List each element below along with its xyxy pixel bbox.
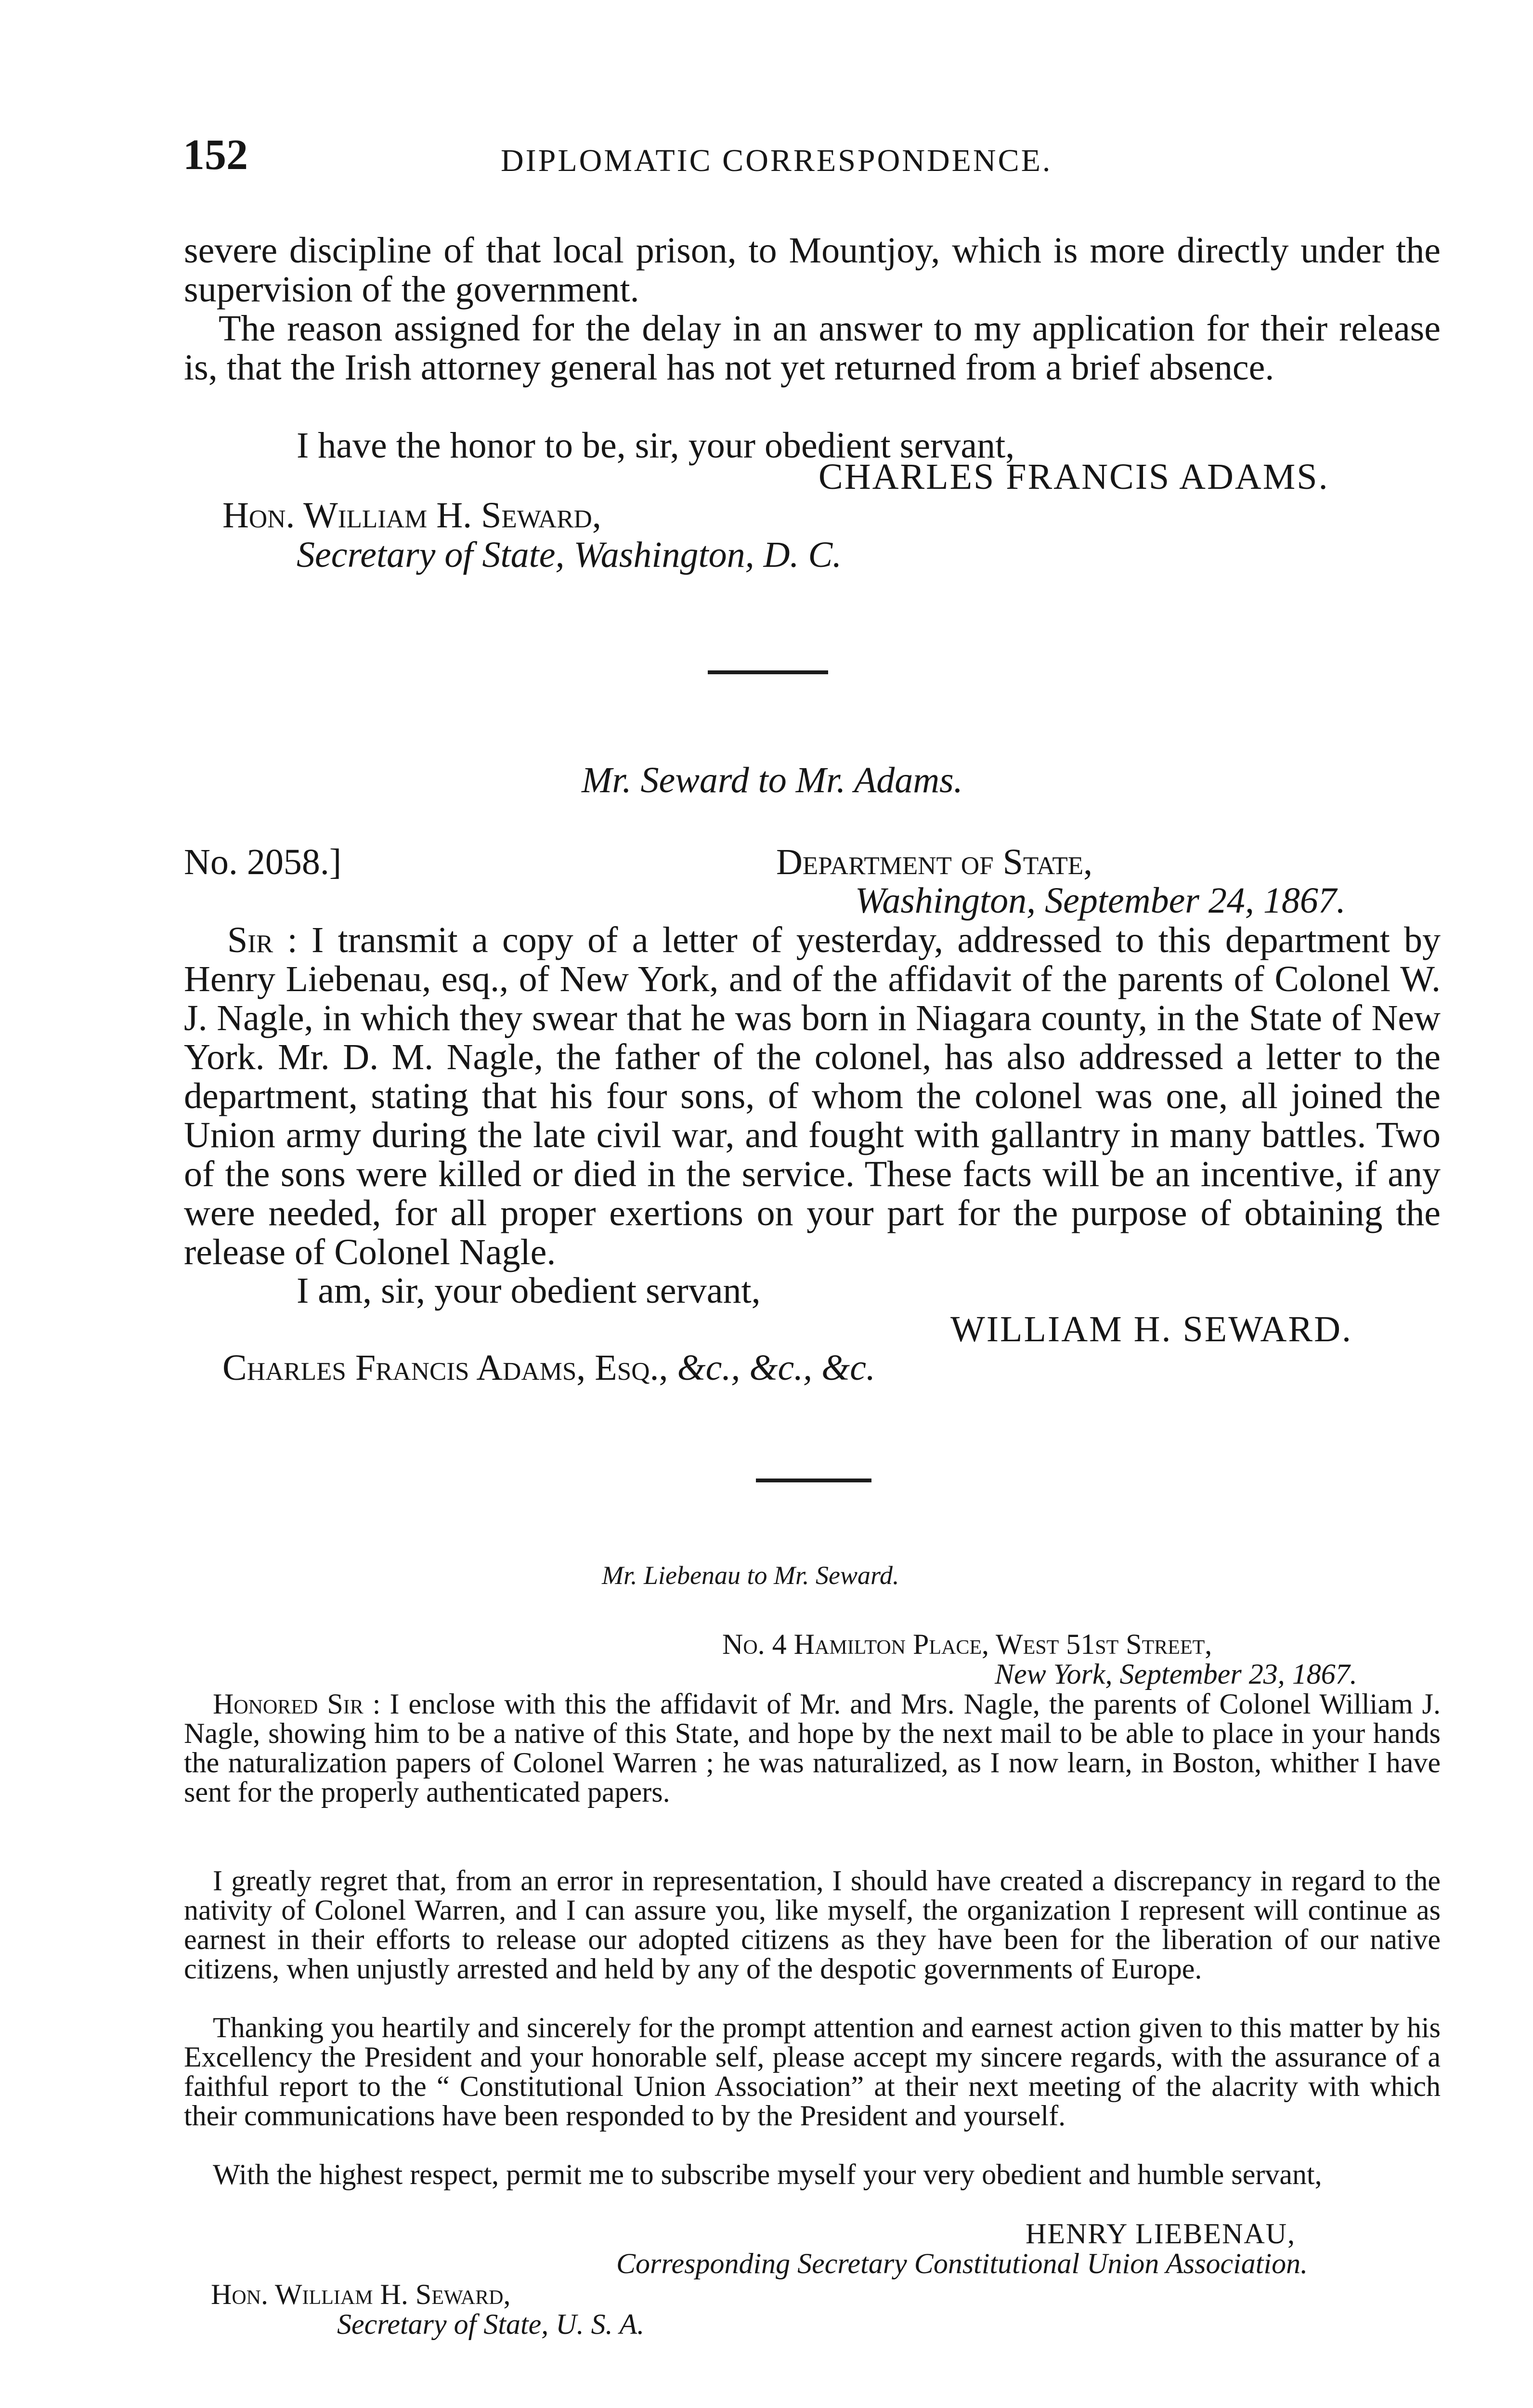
letter3-paragraph-3: Thanking you heartily and sincerely for the prompt attention and earnest action given to this matter by his Excellency the President and your honorable self, please accept my sincere regards, with the assurance of a faithful report to the “ Constitutional Union Association” at their next meeting of the alacrity with which their communications have been responded to by the President and yourself. [184,2012,1441,2132]
letter3-salutation: Honored Sir : [213,1688,381,1720]
letter2-number: No. 2058.] [184,842,342,882]
running-title: DIPLOMATIC CORRESPONDENCE. [501,143,1052,178]
letter3-address: No. 4 Hamilton Place, West 51st Street, [722,1628,1212,1660]
letter2-addressee-etc: &c., &c., &c. [677,1348,876,1388]
letter1-addressee-name: Hon. William H. Seward, [222,495,601,536]
letter2-heading: Mr. Seward to Mr. Adams. [582,760,963,800]
letter3-paragraph-1 [184,1689,1441,1807]
letter3-paragraph-2: I greatly regret that, from an error in representation, I should have created a discrepancy in regard to the nativity of Colonel Warren, and I can assure you, like myself, the organization I represent will continue as earnest in their efforts to release our adopted citizens as they have been for the liberation of our native citizens, when unjustly arrested and held by any of the despotic governments of Europe. [184,1865,1441,1985]
letter3-paragraph-1-text: I enclose with this the affidavit of Mr. and Mrs. Nagle, the parents of Colonel William J. Nagle, showing him to be a native of this State, and hope by the next mail to be able to place in your hands the naturalization papers of Colonel Warren ; he was naturalized, as I now learn, in Boston, whither I have sent for the properly authenticated papers. [184,1688,1441,1808]
letter3-place-date: New York, September 23, 1867. [995,1658,1357,1690]
letter3-addressee-name: Hon. William H. Seward, [211,2278,511,2310]
letter2-body-text: I transmit a copy of a letter of yesterday, addressed to this department by Henry Liebenau, esq., of New York, and of the affidavit of the parents of Colonel W. J. Nagle, in which they swear that he was born in Niagara county, in the State of New York. Mr. D. M. Nagle, the father of the colonel, has also addressed a letter to the department, stating that his four sons, of whom the colonel was one, all joined the Union army during the late civil war, and fought with gallantry in many battles. Two of the sons were killed or died in the service. These facts will be an incentive, if any were needed, for all proper exertions on your part for the purpose of obtaining the release of Colonel Nagle. [184,920,1441,1272]
letter3-signature-title: Corresponding Secretary Constitutional Union Association. [616,2248,1308,2279]
letter1-paragraph-1: severe discipline of that local prison, to Mountjoy, which is more directly under the supervision of the government. [184,230,1441,310]
page-number: 152 [183,131,248,179]
letter2-addressee: Charles Francis Adams, Esq., [222,1348,668,1388]
letter3-paragraph-4: With the highest respect, permit me to subscribe myself your very obedient and humble servant, [213,2159,1322,2190]
letter3-addressee-title: Secretary of State, U. S. A. [337,2308,645,2340]
letter2-closing: I am, sir, your obedient servant, [297,1270,761,1311]
letter1-paragraph-2: The reason assigned for the delay in an answer to my application for their release is, that the Irish attorney general has not yet returned from a brief absence. [184,308,1441,388]
section-divider-1 [708,670,828,674]
letter2-place-date: Washington, September 24, 1867. [855,880,1346,921]
letter1-addressee-title: Secretary of State, Washington, D. C. [297,535,842,575]
letter2-salutation: Sir : [227,920,298,960]
letter3-signature: HENRY LIEBENAU, [1026,2218,1296,2250]
section-divider-2 [756,1479,871,1482]
letter2-signature: WILLIAM H. SEWARD. [950,1309,1353,1349]
letter1-signature: CHARLES FRANCIS ADAMS. [818,457,1329,497]
letter1-closing: I have the honor to be, sir, your obedient servant, [297,425,1015,466]
letter2-body [184,921,1441,1272]
letter3-heading: Mr. Liebenau to Mr. Seward. [602,1561,899,1590]
letter2-department: Department of State, [776,842,1093,882]
